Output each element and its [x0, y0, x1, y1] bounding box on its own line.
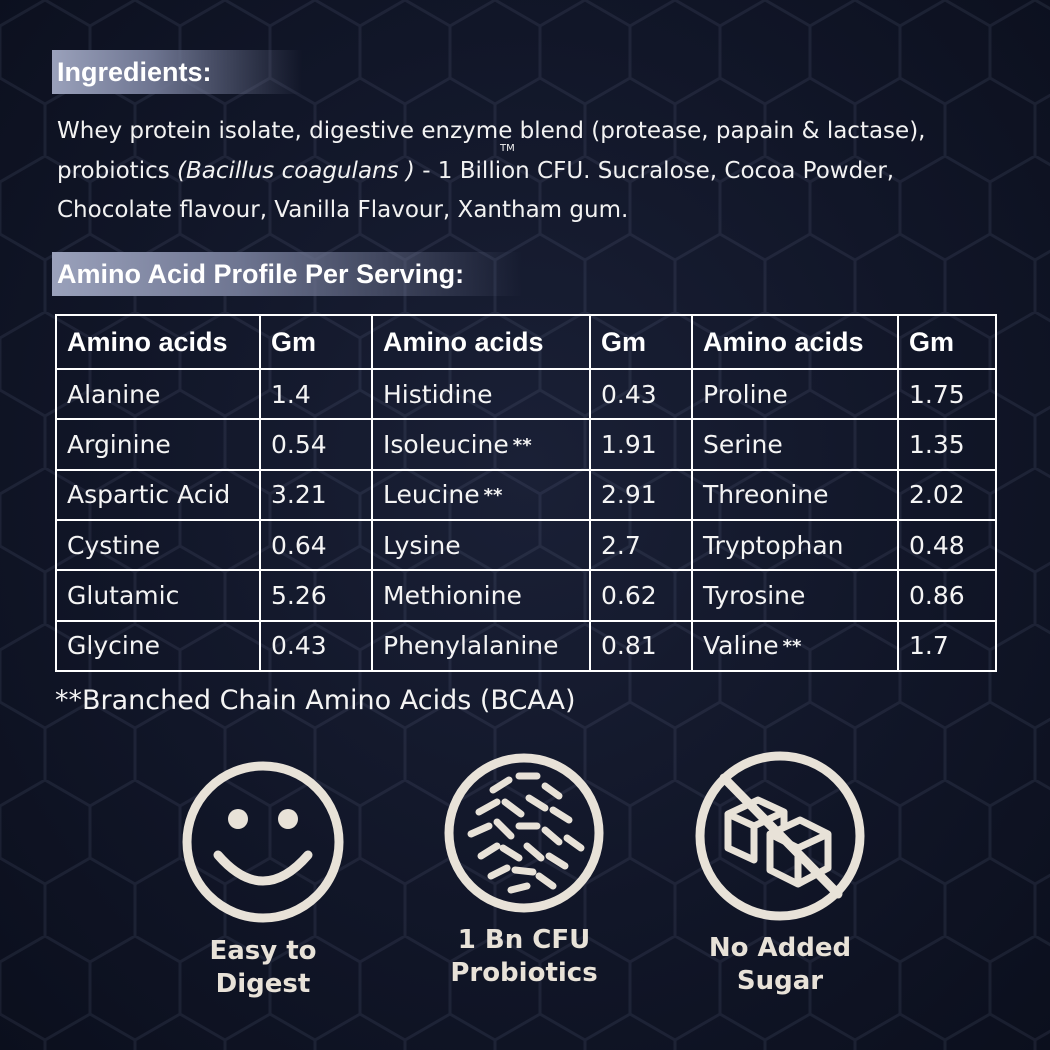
bcaa-marker: **	[512, 434, 532, 456]
bcaa-footnote: **Branched Chain Amino Acids (BCAA)	[55, 685, 576, 716]
amino-acid-name: Alanine	[56, 369, 260, 419]
amino-acid-gm: 3.21	[260, 470, 372, 520]
feature-easy-to-digest	[153, 757, 373, 1001]
feature-label-line: Easy to	[209, 936, 317, 966]
feature-label-line: Digest	[215, 969, 311, 999]
feature-label-line: 1 Bn CFU	[457, 925, 591, 955]
column-header-amino-acids: Amino acids	[56, 315, 260, 369]
feature-label-line: No Added	[708, 933, 852, 963]
amino-table-header-row	[56, 315, 996, 369]
amino-acid-gm: 0.48	[898, 520, 996, 570]
amino-acid-gm: 5.26	[260, 570, 372, 620]
bcaa-marker: **	[483, 485, 503, 507]
amino-acid-gm: 0.62	[590, 570, 692, 620]
smiley-face-icon	[178, 757, 348, 927]
column-header-gm: Gm	[898, 315, 996, 369]
amino-acid-gm: 1.35	[898, 419, 996, 469]
amino-acid-name: Serine	[692, 419, 898, 469]
ingredients-probiotics-label: probiotics	[57, 157, 178, 184]
amino-acid-name: Glutamic	[56, 570, 260, 620]
ingredients-line-3: Chocolate flavour, Vanilla Flavour, Xantham gum.	[57, 197, 629, 223]
feature-label-line: Sugar	[736, 966, 824, 996]
feature-no-added-sugar	[670, 748, 890, 998]
trademark-mark: TM	[500, 142, 515, 154]
feature-label-line: Probiotics	[450, 958, 598, 988]
amino-acid-gm: 0.54	[260, 419, 372, 469]
probiotic-bacteria-icon	[441, 750, 607, 916]
amino-acid-gm: 2.7	[590, 520, 692, 570]
ingredients-line-1: Whey protein isolate, digestive enzyme blend (protease, papain & lactase),	[57, 118, 926, 144]
amino-acid-name: Methionine	[372, 570, 590, 620]
amino-acid-gm: 0.81	[590, 621, 692, 671]
table-row	[56, 470, 996, 520]
feature-label	[414, 924, 634, 990]
amino-acid-name: Cystine	[56, 520, 260, 570]
feature-label	[153, 935, 373, 1001]
ingredients-line-2	[57, 142, 1027, 192]
feature-label	[670, 932, 890, 998]
feature-probiotics	[414, 750, 634, 990]
amino-acid-name: Tryptophan	[692, 520, 898, 570]
amino-acid-gm: 0.86	[898, 570, 996, 620]
table-row	[56, 369, 996, 419]
amino-acid-gm: 1.75	[898, 369, 996, 419]
amino-acid-name: Aspartic Acid	[56, 470, 260, 520]
amino-acid-label: Isoleucine	[383, 429, 509, 459]
column-header-gm: Gm	[590, 315, 692, 369]
amino-acid-name	[692, 621, 898, 671]
table-row	[56, 570, 996, 620]
amino-acid-name: Tyrosine	[692, 570, 898, 620]
ingredients-text	[57, 112, 1027, 231]
amino-acid-gm: 0.43	[260, 621, 372, 671]
table-row	[56, 621, 996, 671]
amino-acid-gm: 2.91	[590, 470, 692, 520]
no-sugar-cubes-icon	[692, 748, 868, 924]
amino-acid-name: Proline	[692, 369, 898, 419]
amino-acid-name: Lysine	[372, 520, 590, 570]
amino-acid-heading: Amino Acid Profile Per Serving:	[52, 252, 522, 296]
amino-acid-table	[55, 314, 997, 672]
amino-acid-gm: 1.4	[260, 369, 372, 419]
amino-acid-name: Phenylalanine	[372, 621, 590, 671]
bcaa-marker: **	[782, 636, 802, 658]
table-row	[56, 419, 996, 469]
ingredients-cfu-text: - 1 Billion CFU. Sucralose, Cocoa Powder,	[414, 157, 895, 184]
column-header-gm: Gm	[260, 315, 372, 369]
amino-acid-gm: 1.91	[590, 419, 692, 469]
amino-acid-name: Histidine	[372, 369, 590, 419]
amino-acid-gm: 1.7	[898, 621, 996, 671]
amino-acid-label: Valine	[703, 631, 779, 661]
amino-acid-gm: 0.43	[590, 369, 692, 419]
ingredients-heading: Ingredients:	[52, 50, 302, 94]
amino-acid-name	[372, 470, 590, 520]
amino-acid-name: Glycine	[56, 621, 260, 671]
ingredients-bacillus-name: (Bacillus coagulans )	[177, 157, 415, 184]
column-header-amino-acids: Amino acids	[372, 315, 590, 369]
amino-acid-gm: 0.64	[260, 520, 372, 570]
amino-acid-label: Leucine	[383, 480, 480, 510]
amino-acid-name: Threonine	[692, 470, 898, 520]
table-row	[56, 520, 996, 570]
amino-acid-name: Arginine	[56, 419, 260, 469]
column-header-amino-acids: Amino acids	[692, 315, 898, 369]
amino-acid-name	[372, 419, 590, 469]
amino-acid-gm: 2.02	[898, 470, 996, 520]
